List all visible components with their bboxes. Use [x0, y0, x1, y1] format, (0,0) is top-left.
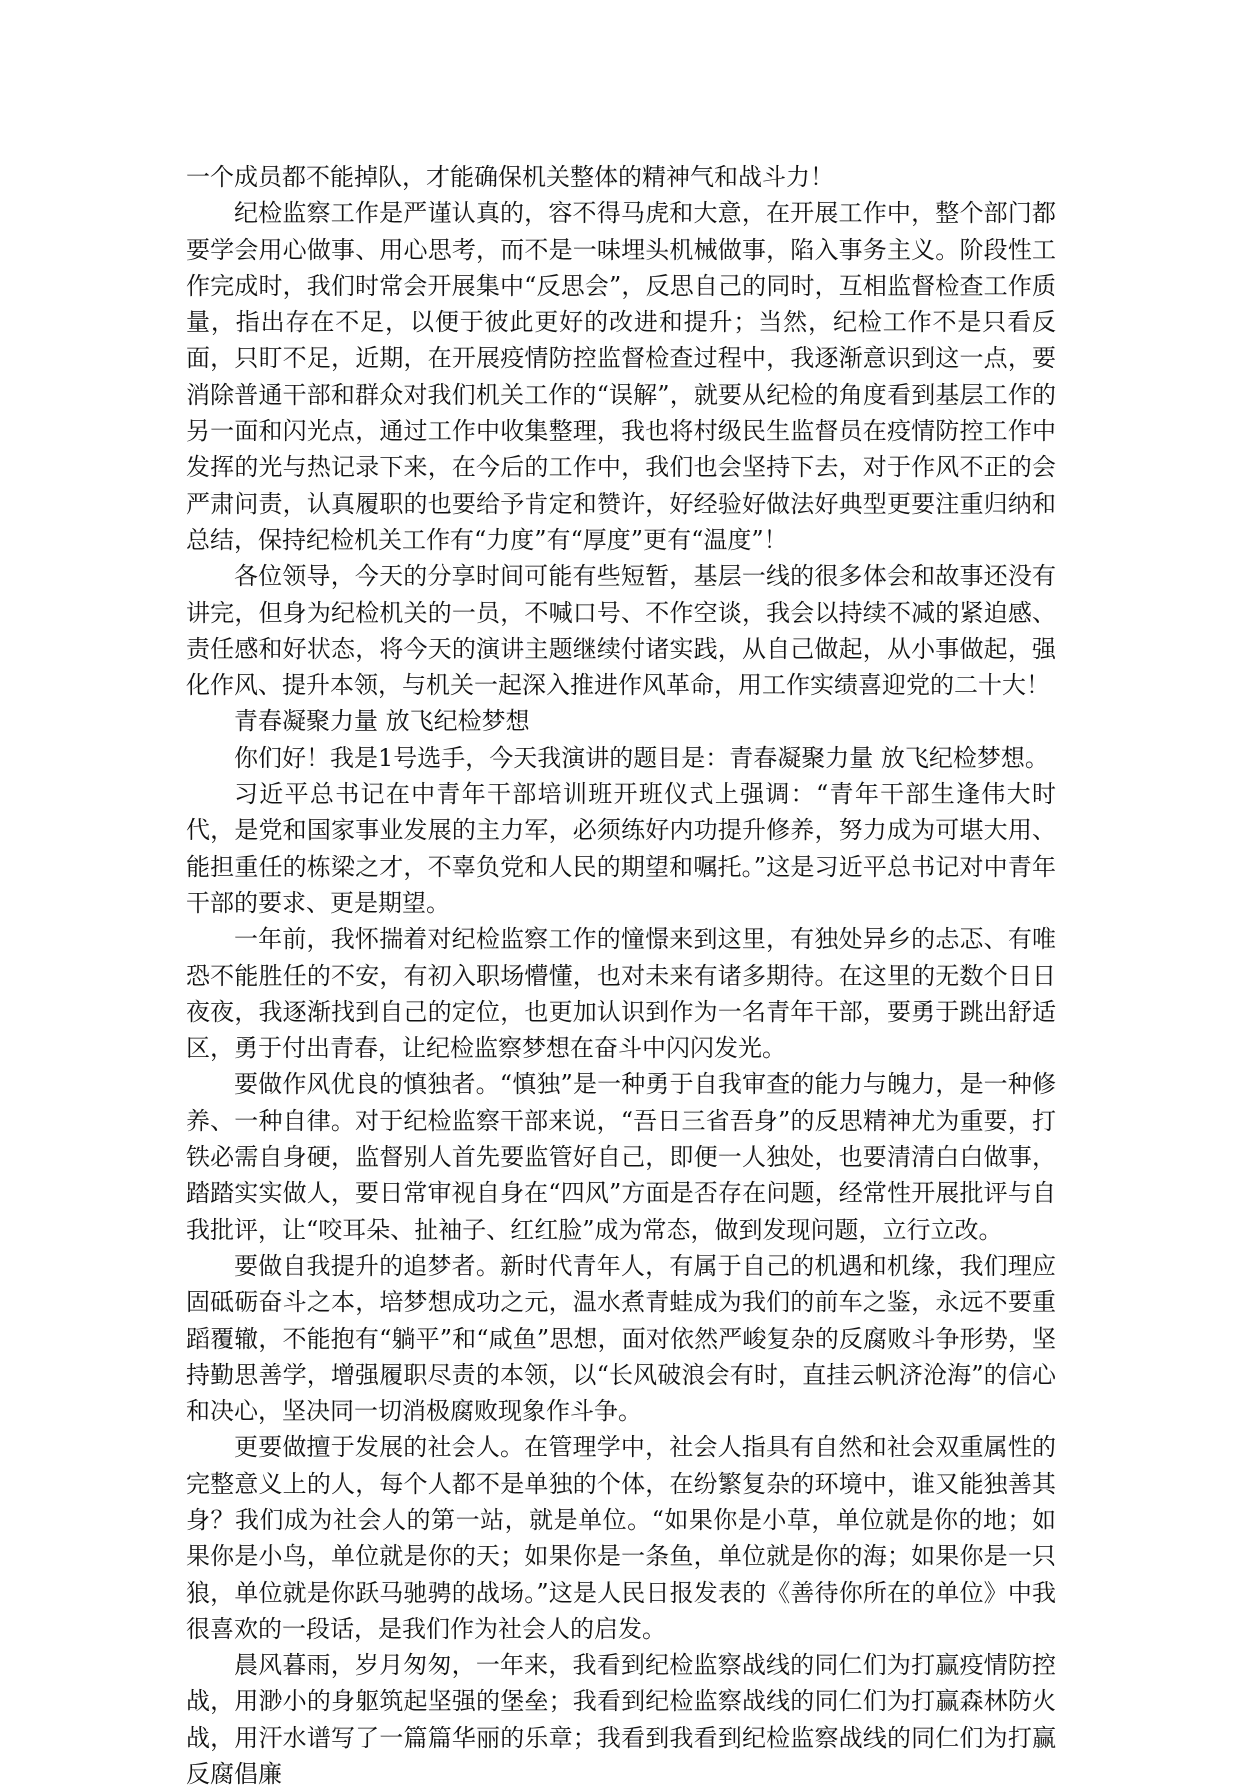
paragraph-greeting: 你们好！我是1号选手，今天我演讲的题目是：青春凝聚力量 放飞纪检梦想。 [234, 743, 1049, 772]
speech-title: 青春凝聚力量 放飞纪检梦想 [234, 707, 530, 736]
paragraph-quote: 习近平总书记在中青年干部培训班开班仪式上强调：“青年干部生逢伟大时代，是党和国家事业发展的主力军，必须练好内功提升修养，努力成为可堪大用、能担重任的栋梁之才，不辜负党和人民的期望和嘱托。”这是习近平总书记对中青年干部的要求、更是期望。 [186, 780, 1056, 917]
paragraph-final-fragment: 晨风暮雨，岁月匆匆，一年来，我看到纪检监察战线的同仁们为打赢疫情防控战，用渺小的身躯筑起坚强的堡垒；我看到纪检监察战线的同仁们为打赢森林防火战，用汗水谱写了一篇篇华丽的乐章；我看到我看到纪检监察战线的同仁们为打赢反腐倡廉 [186, 1651, 1056, 1789]
paragraph-self-improvement: 要做自我提升的追梦者。新时代青年人，有属于自己的机遇和机缘，我们理应固砥砺奋斗之本，培梦想成功之元，温水煮青蛙成为我们的前车之鉴，永远不要重蹈覆辙，不能抱有“躺平”和“咸鱼”思想，面对依然严峻复杂的反腐败斗争形势，坚持勤思善学，增强履职尽责的本领，以“长风破浪会有时，直挂云帆济沧海”的信心和决心，坚决同一切消极腐败现象作斗争。 [186, 1251, 1056, 1426]
paragraph-work-reflection: 纪检监察工作是严谨认真的，容不得马虎和大意，在开展工作中，整个部门都要学会用心做事、用心思考，而不是一味埋头机械做事，陷入事务主义。阶段性工作完成时，我们时常会开展集中“反思会”，反思自己的同时，互相监督检查工作质量，指出存在不足，以便于彼此更好的改进和提升；当然，纪检工作不是只看反面，只盯不足，近期，在开展疫情防控监督检查过程中，我逐渐意识到这一点，要消除普通干部和群众对我们机关工作的“误解”，就要从纪检的角度看到基层工作的另一面和闪光点，通过工作中收集整理，我也将村级民生监督员在疫情防控工作中发挥的光与热记录下来，在今后的工作中，我们也会坚持下去，对于作风不正的会严肃问责，认真履职的也要给予肯定和赞许，好经验好做法好典型更要注重归纳和总结，保持纪检机关工作有“力度”有“厚度”更有“温度”！ [186, 199, 1056, 554]
paragraph-one-year-ago: 一年前，我怀揣着对纪检监察工作的憧憬来到这里，有独处异乡的忐忑、有唯恐不能胜任的不安，有初入职场懵懂，也对未来有诸多期待。在这里的无数个日日夜夜，我逐渐找到自己的定位，也更加认识到作为一名青年干部，要勇于跳出舒适区，勇于付出青春，让纪检监察梦想在奋斗中闪闪发光。 [186, 925, 1056, 1063]
paragraph-closing-remarks: 各位领导，今天的分享时间可能有些短暂，基层一线的很多体会和故事还没有讲完，但身为纪检机关的一员，不喊口号、不作空谈，我会以持续不减的紧迫感、责任感和好状态，将今天的演讲主题继续付诸实践，从自己做起，从小事做起，强化作风、提升本领，与机关一起深入推进作风革命，用工作实绩喜迎党的二十大！ [186, 562, 1056, 700]
paragraph-self-discipline: 要做作风优良的慎独者。“慎独”是一种勇于自我审查的能力与魄力，是一种修养、一种自律。对于纪检监察干部来说，“吾日三省吾身”的反思精神尤为重要，打铁必需自身硬，监督别人首先要监管好自己，即便一人独处，也要清清白白做事，踏踏实实做人，要日常审视自身在“四风”方面是否存在问题，经常性开展批评与自我批评，让“咬耳朵、扯袖子、红红脸”成为常态，做到发现问题，立行立改。 [186, 1070, 1056, 1244]
document-page [186, 159, 1056, 1792]
paragraph-continuation: 一个成员都不能掉队，才能确保机关整体的精神气和战斗力！ [186, 163, 834, 191]
paragraph-social-person: 更要做擅于发展的社会人。在管理学中，社会人指具有自然和社会双重属性的完整意义上的人，每个人都不是单独的个体，在纷繁复杂的环境中，谁又能独善其身？我们成为社会人的第一站，就是单位。“如果你是小草，单位就是你的地；如果你是小鸟，单位就是你的天；如果你是一条鱼，单位就是你的海；如果你是一只狼，单位就是你跃马驰骋的战场。”这是人民日报发表的《善待你所在的单位》中我很喜欢的一段话，是我们作为社会人的启发。 [186, 1433, 1056, 1643]
